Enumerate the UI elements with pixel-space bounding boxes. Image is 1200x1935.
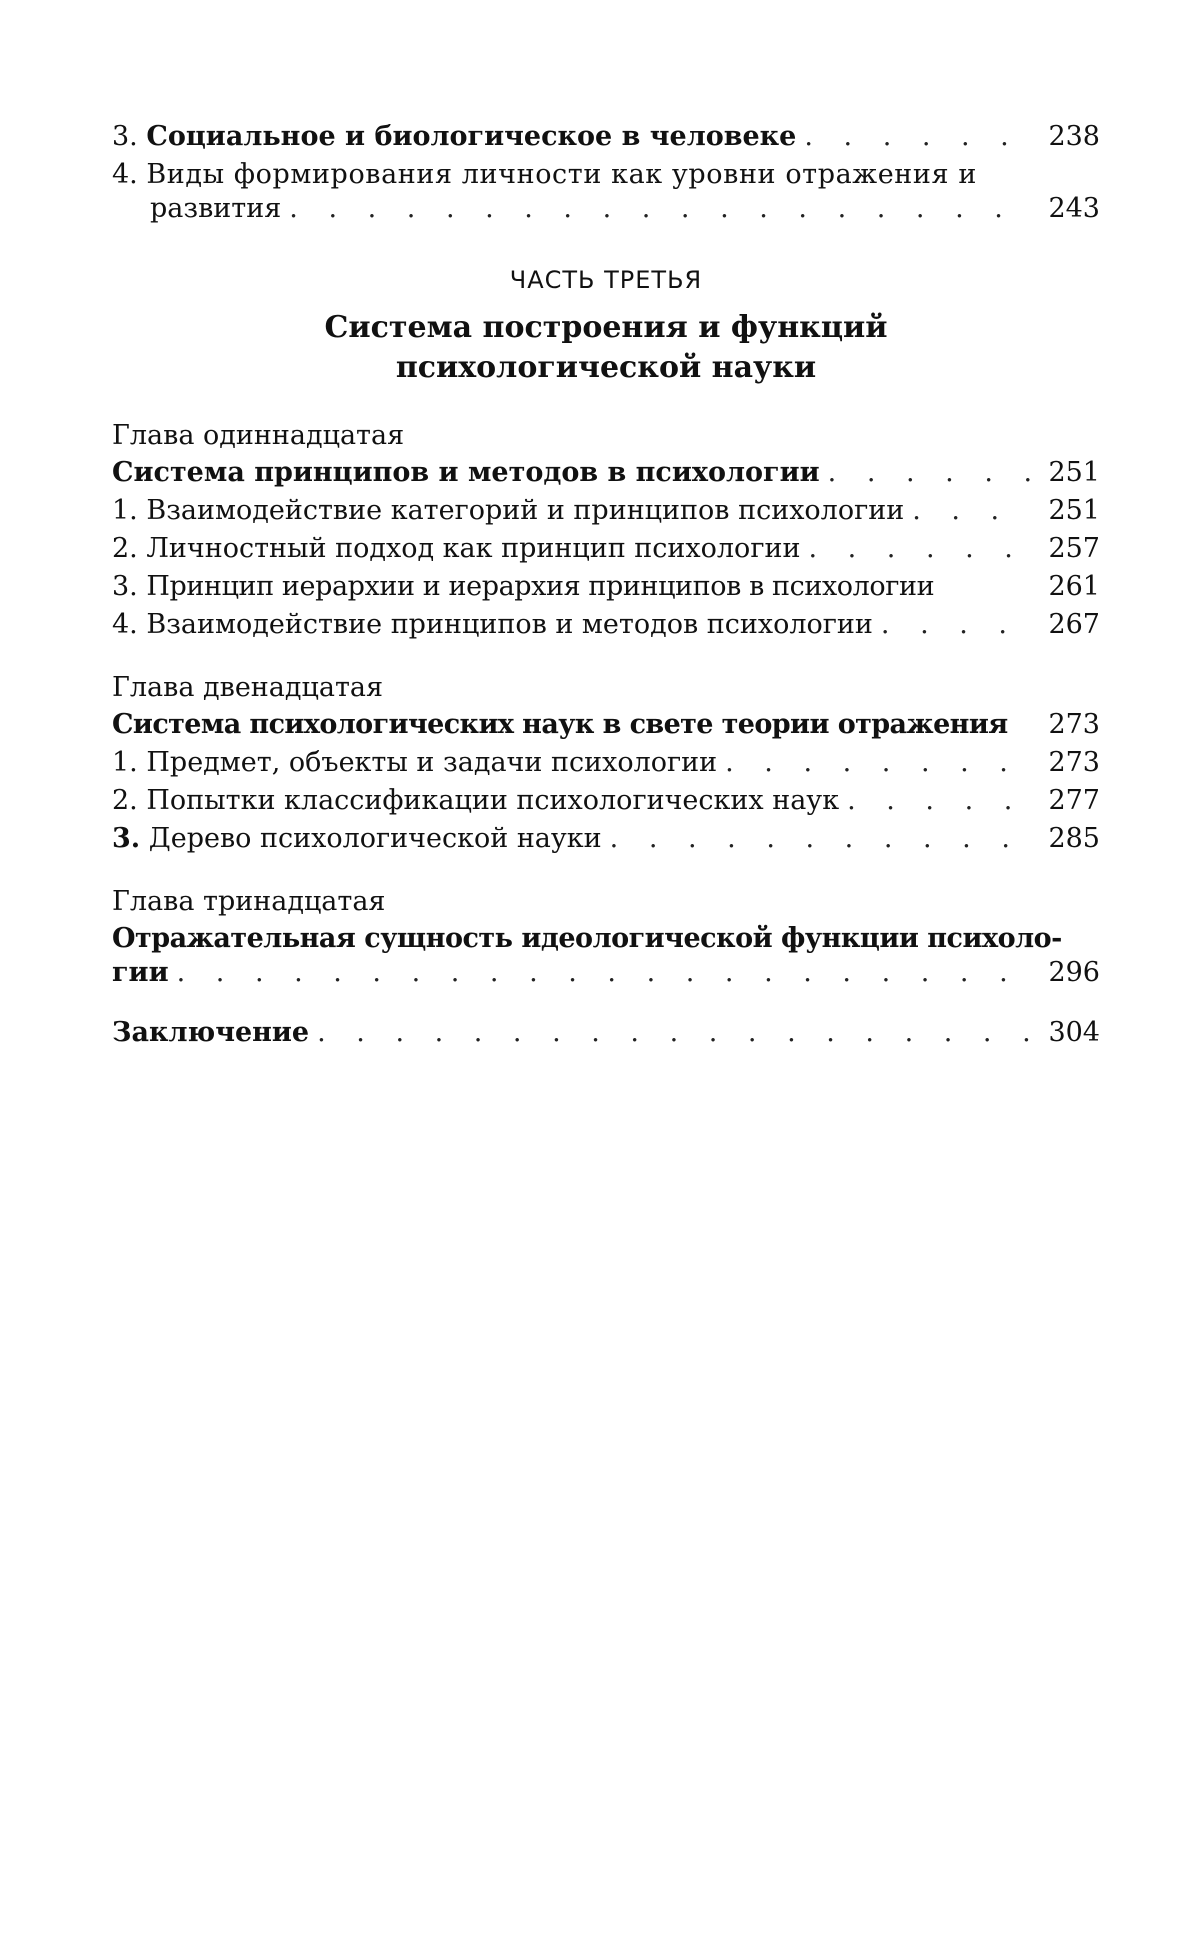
entry-number: 2.: [112, 785, 138, 816]
entry-number: 3.: [112, 571, 138, 602]
chapter-page: 251: [1048, 457, 1100, 488]
toc-entry: [112, 820, 1100, 858]
leader-dots: [881, 606, 1030, 644]
leader-dots: [808, 530, 1030, 568]
entry-title: Попытки классификации психологических наук: [146, 785, 840, 816]
chapter-page: 273: [1048, 709, 1100, 740]
entry-title: Принцип иерархии и иерархия принципов в психологии: [146, 571, 935, 602]
entry-page: 277: [1048, 785, 1100, 816]
entry-page: 273: [1048, 747, 1100, 778]
entry-page: 267: [1048, 609, 1100, 640]
chapter-page: 296: [1048, 957, 1100, 988]
entry-page: 257: [1048, 533, 1100, 564]
part-label: ЧАСТЬ ТРЕТЬЯ: [509, 266, 703, 294]
leader-dots: [610, 820, 1030, 858]
entry-title: Дерево психологической науки: [148, 823, 602, 854]
entry-title: Личностный подход как принцип психологии: [146, 533, 801, 564]
toc-entry: [112, 492, 1100, 530]
entry-number: 3.: [112, 823, 141, 854]
chapter-heading: [112, 454, 1100, 492]
leader-dots: [289, 194, 1030, 224]
chapter-title-line1: Отражательная сущность идеологической функции психоло-: [112, 923, 1062, 954]
chapter-title-line2: гии: [112, 957, 169, 988]
entry-number: 2.: [112, 533, 138, 564]
chapter-heading: [112, 706, 1100, 744]
chapter-label: Глава двенадцатая: [112, 672, 384, 703]
part-title: [112, 308, 1100, 388]
toc-entry: [112, 156, 1100, 224]
toc-entry: [112, 568, 1100, 606]
toc-entry: [112, 118, 1100, 156]
part-title-line1: Система построения и функций: [324, 310, 888, 345]
entry-page: 285: [1048, 823, 1100, 854]
toc-entry: [112, 744, 1100, 782]
entry-page: 251: [1048, 495, 1100, 526]
entry-title: Предмет, объекты и задачи психологии: [146, 747, 718, 778]
entry-number: 4.: [112, 609, 138, 640]
part-title-line2: психологической науки: [395, 350, 817, 385]
conclusion-title: Заключение: [112, 1017, 310, 1048]
chapter-title: Система принципов и методов в психологии: [112, 457, 820, 488]
entry-page: 238: [1048, 121, 1100, 152]
leader-dots: [804, 118, 1030, 156]
leader-dots: [828, 454, 1030, 492]
chapter-label: Глава тринадцатая: [112, 886, 386, 917]
chapter-label: Глава одиннадцатая: [112, 420, 405, 451]
entry-title: Социальное и биологическое в человеке: [146, 121, 797, 152]
leader-dots: [317, 1014, 1030, 1052]
entry-title-line2: развития: [150, 193, 282, 224]
entry-page: 261: [1048, 571, 1100, 602]
entry-title: Взаимодействие принципов и методов психологии: [146, 609, 873, 640]
entry-number: 4.: [112, 159, 138, 190]
leader-dots: [725, 744, 1030, 782]
entry-title-line1: Виды формирования личности как уровни отражения и: [146, 159, 977, 190]
chapter-title: Система психологических наук в свете теории отражения: [112, 709, 1008, 740]
leader-dots: [177, 958, 1030, 988]
leader-dots: [912, 492, 1030, 530]
entry-page: 243: [1048, 193, 1100, 224]
conclusion-entry: [112, 1014, 1100, 1052]
toc-entry: [112, 530, 1100, 568]
table-of-contents: [112, 118, 1100, 1052]
entry-number: 1.: [112, 495, 138, 526]
conclusion-page: 304: [1048, 1017, 1100, 1048]
chapter-heading: [112, 920, 1100, 988]
toc-entry: [112, 782, 1100, 820]
leader-dots: [847, 782, 1030, 820]
entry-title: Взаимодействие категорий и принципов психологии: [146, 495, 905, 526]
toc-entry: [112, 606, 1100, 644]
entry-number: 3.: [112, 121, 138, 152]
entry-number: 1.: [112, 747, 138, 778]
